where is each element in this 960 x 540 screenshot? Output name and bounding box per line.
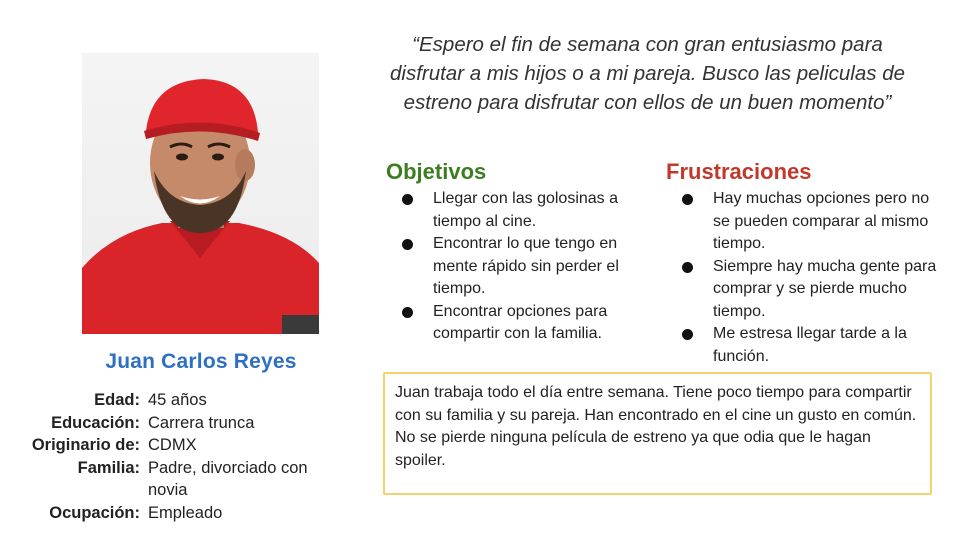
list-item-text: Encontrar lo que tengo en mente rápido sin perder el tiempo. — [433, 235, 619, 297]
list-item — [400, 301, 660, 346]
detail-value: Empleado — [148, 503, 223, 522]
persona-summary-box — [383, 372, 932, 495]
detail-label: Edad: — [94, 391, 140, 409]
list-item — [680, 323, 945, 368]
summary-paragraph: Juan trabaja todo el día entre semana. Tiene poco tiempo para compartir con su familia y su pareja. Han encontrado en el cine un gusto en común. — [395, 384, 917, 424]
frustrations-list — [680, 188, 945, 368]
list-item-text: Me estresa llegar tarde a la función. — [713, 325, 907, 365]
detail-value: Padre, divorciado con novia — [148, 458, 308, 499]
detail-row-occupation — [10, 502, 350, 525]
bullet-icon — [682, 329, 693, 340]
list-item-text: Siempre hay mucha gente para comprar y se pierde mucho tiempo. — [713, 257, 937, 320]
persona-name: Juan Carlos Reyes — [105, 350, 297, 373]
objectives-title: Objetivos — [386, 159, 487, 184]
bullet-icon — [402, 239, 413, 250]
detail-row-origin — [10, 434, 350, 457]
bullet-icon — [682, 262, 693, 273]
list-item-text: Hay muchas opciones pero no se pueden comparar al mismo tiempo. — [713, 190, 930, 252]
summary-paragraph: No se pierde ninguna película de estreno ya que odia que le hagan spoiler. — [395, 429, 871, 469]
list-item-text: Llegar con las golosinas a tiempo al cine. — [433, 190, 619, 230]
detail-label: Ocupación: — [49, 503, 140, 522]
detail-value: CDMX — [148, 436, 197, 454]
frustrations-title: Frustraciones — [666, 159, 812, 184]
bullet-icon — [402, 307, 413, 318]
detail-label: Educación: — [51, 413, 140, 432]
detail-value: 45 años — [148, 391, 207, 409]
persona-photo — [82, 53, 319, 334]
list-item-text: Encontrar opciones para compartir con la familia. — [433, 302, 608, 342]
bullet-icon — [402, 194, 413, 205]
detail-value: Carrera trunca — [148, 413, 255, 432]
bullet-icon — [682, 194, 693, 205]
list-item — [400, 188, 660, 233]
detail-row-education — [10, 412, 350, 435]
list-item — [400, 233, 660, 301]
persona-details — [10, 389, 350, 524]
detail-label: Familia: — [77, 458, 140, 477]
objectives-list — [400, 188, 660, 346]
persona-quote: “Espero el fin de semana con gran entusiasmo para disfrutar a mis hijos o a mi pareja. Busco las peliculas de estreno para disfrutar con ellos de un buen momento” — [389, 33, 905, 114]
detail-label: Originario de: — [31, 436, 140, 454]
list-item — [680, 188, 945, 256]
detail-row-age — [10, 389, 350, 412]
list-item — [680, 256, 945, 324]
person-avatar-icon — [82, 53, 319, 334]
detail-row-family — [10, 457, 350, 502]
